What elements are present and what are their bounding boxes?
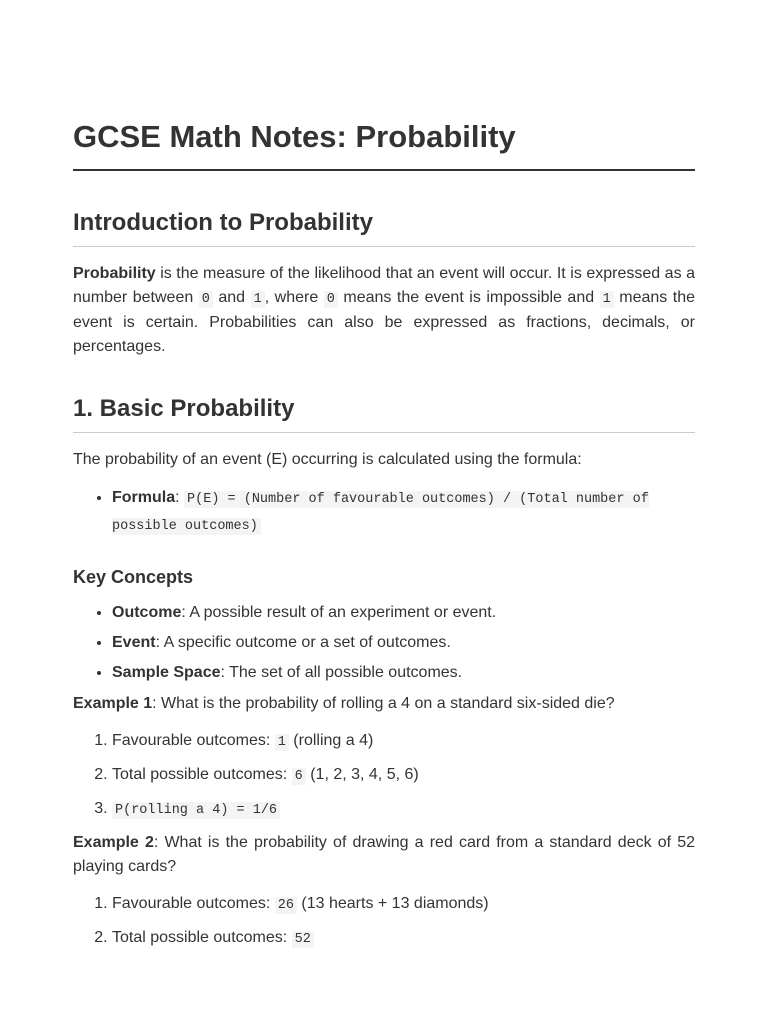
step-tail: (13 hearts + 13 diamonds) <box>296 895 489 912</box>
step-code: 52 <box>292 931 314 948</box>
example-2-question <box>73 831 695 878</box>
step-tail: (1, 2, 3, 4, 5, 6) <box>305 766 419 783</box>
step-text: Favourable outcomes: <box>112 732 275 749</box>
definition-text: means the event is impossible and <box>337 288 600 306</box>
key-concepts-heading: Key Concepts <box>73 566 194 587</box>
basic-probability-heading: 1. Basic Probability <box>73 394 695 433</box>
page-title: GCSE Math Notes: Probability <box>73 0 695 171</box>
formula-lead: The probability of an event (E) occurring is calculated using the formula: <box>73 451 582 468</box>
list-item <box>112 926 695 951</box>
step-text: Total possible outcomes: <box>112 929 292 946</box>
intro-heading: Introduction to Probability <box>73 208 695 247</box>
definition-text: and <box>212 288 251 306</box>
separator: : <box>175 488 185 506</box>
concept-desc: : A possible result of an experiment or event. <box>181 603 497 621</box>
concept-desc: : A specific outcome or a set of outcomes. <box>155 633 451 651</box>
step-text: Favourable outcomes: <box>112 895 275 912</box>
example-label: Example 2 <box>73 834 154 851</box>
definition-text: , where <box>264 288 324 306</box>
step-code: 6 <box>292 768 306 785</box>
list-item <box>112 729 695 754</box>
step-text: Total possible outcomes: <box>112 766 292 783</box>
list-item <box>112 661 695 684</box>
probability-definition <box>73 262 695 358</box>
step-tail: (rolling a 4) <box>288 732 374 749</box>
formula-code: P(E) = (Number of favourable outcomes) / (Total number of possible outcomes) <box>112 491 649 534</box>
list-item <box>112 892 695 917</box>
step-code: P(rolling a 4) = 1/6 <box>112 802 280 819</box>
example-1-steps <box>73 729 695 822</box>
step-code: 26 <box>275 897 297 914</box>
list-item <box>112 631 695 654</box>
code-zero: 0 <box>199 291 213 308</box>
list-item <box>112 763 695 788</box>
key-concepts-list <box>73 601 695 684</box>
concept-term: Event <box>112 633 156 651</box>
example-1-question <box>73 692 695 716</box>
code-one: 1 <box>251 291 265 308</box>
formula-label: Formula <box>112 488 176 506</box>
concept-desc: : The set of all possible outcomes. <box>220 663 463 681</box>
formula-list <box>73 485 695 539</box>
concept-term: Outcome <box>112 603 182 621</box>
definition-term: Probability <box>73 265 156 282</box>
code-zero: 0 <box>324 291 338 308</box>
list-item <box>112 797 695 822</box>
list-item <box>112 485 695 539</box>
concept-term: Sample Space <box>112 663 221 681</box>
list-item <box>112 601 695 624</box>
example-2-steps <box>73 892 695 951</box>
example-label: Example 1 <box>73 694 153 712</box>
example-text: : What is the probability of rolling a 4 on a standard six-sided die? <box>152 694 615 712</box>
definition-text: is the measure of the likelihood that an event will occur. It is expressed as a number between <box>73 265 695 306</box>
definition-text: means the event is certain. Probabilities can also be expressed as fractions, decimals, or percentages. <box>73 288 696 355</box>
example-text: : What is the probability of drawing a red card from a standard deck of 52 playing cards? <box>73 834 696 875</box>
step-code: 1 <box>275 734 289 751</box>
code-one: 1 <box>600 291 614 308</box>
